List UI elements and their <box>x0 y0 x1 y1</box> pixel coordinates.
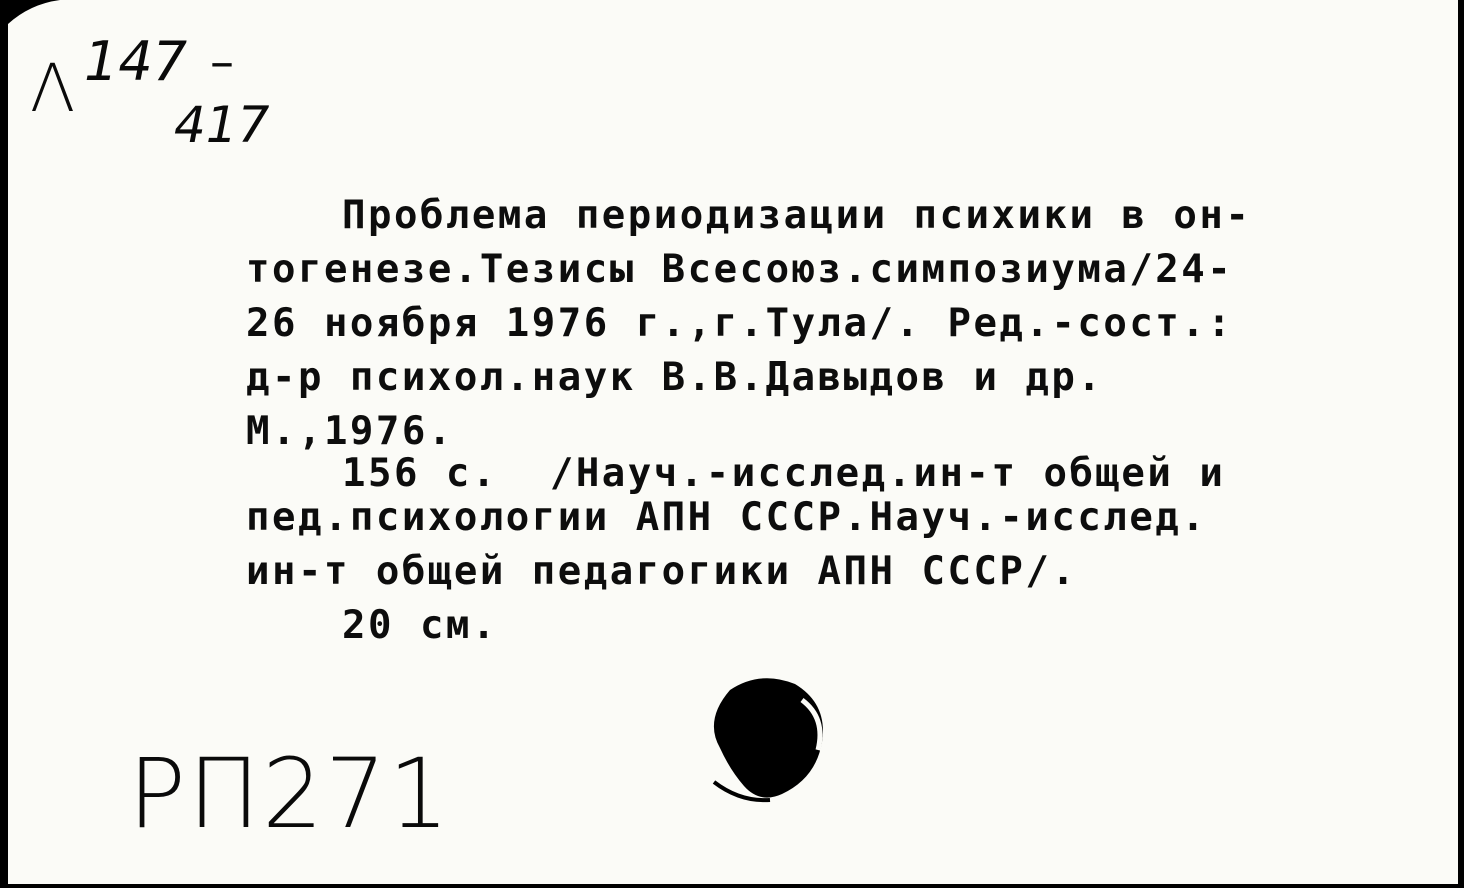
entry-line: М.,1976. <box>246 409 454 454</box>
punch-hole <box>690 670 840 820</box>
shelf-mark-top: 147 <box>84 30 188 93</box>
shelf-mark-bottom: 417 <box>174 96 270 154</box>
corner-shadow <box>0 0 60 24</box>
scan-border-right <box>1458 0 1464 888</box>
entry-line: 156 с. /Науч.-исслед.ин-т общей и <box>342 451 1226 496</box>
entry-line: д-р психол.наук В.В.Давыдов и др. <box>246 355 1104 400</box>
entry-line: тогенезе.Тезисы Всесоюз.симпозиума/24- <box>246 247 1234 292</box>
scan-border-bottom <box>0 884 1464 888</box>
entry-line: Проблема периодизации психики в он- <box>342 193 1252 238</box>
entry-line: пед.психологии АПН СССР.Науч.-исслед. <box>246 495 1208 540</box>
shelf-mark-prefix: Λ <box>30 50 76 127</box>
entry-line: ин-т общей педагогики АПН СССР/. <box>246 549 1078 594</box>
entry-line: 26 ноября 1976 г.,г.Тула/. Ред.-сост.: <box>246 301 1234 346</box>
inventory-number: РП271 <box>128 738 452 850</box>
scan-border-left <box>0 0 8 888</box>
shelf-mark-dash: – <box>210 34 234 90</box>
entry-line: 20 см. <box>342 603 498 648</box>
